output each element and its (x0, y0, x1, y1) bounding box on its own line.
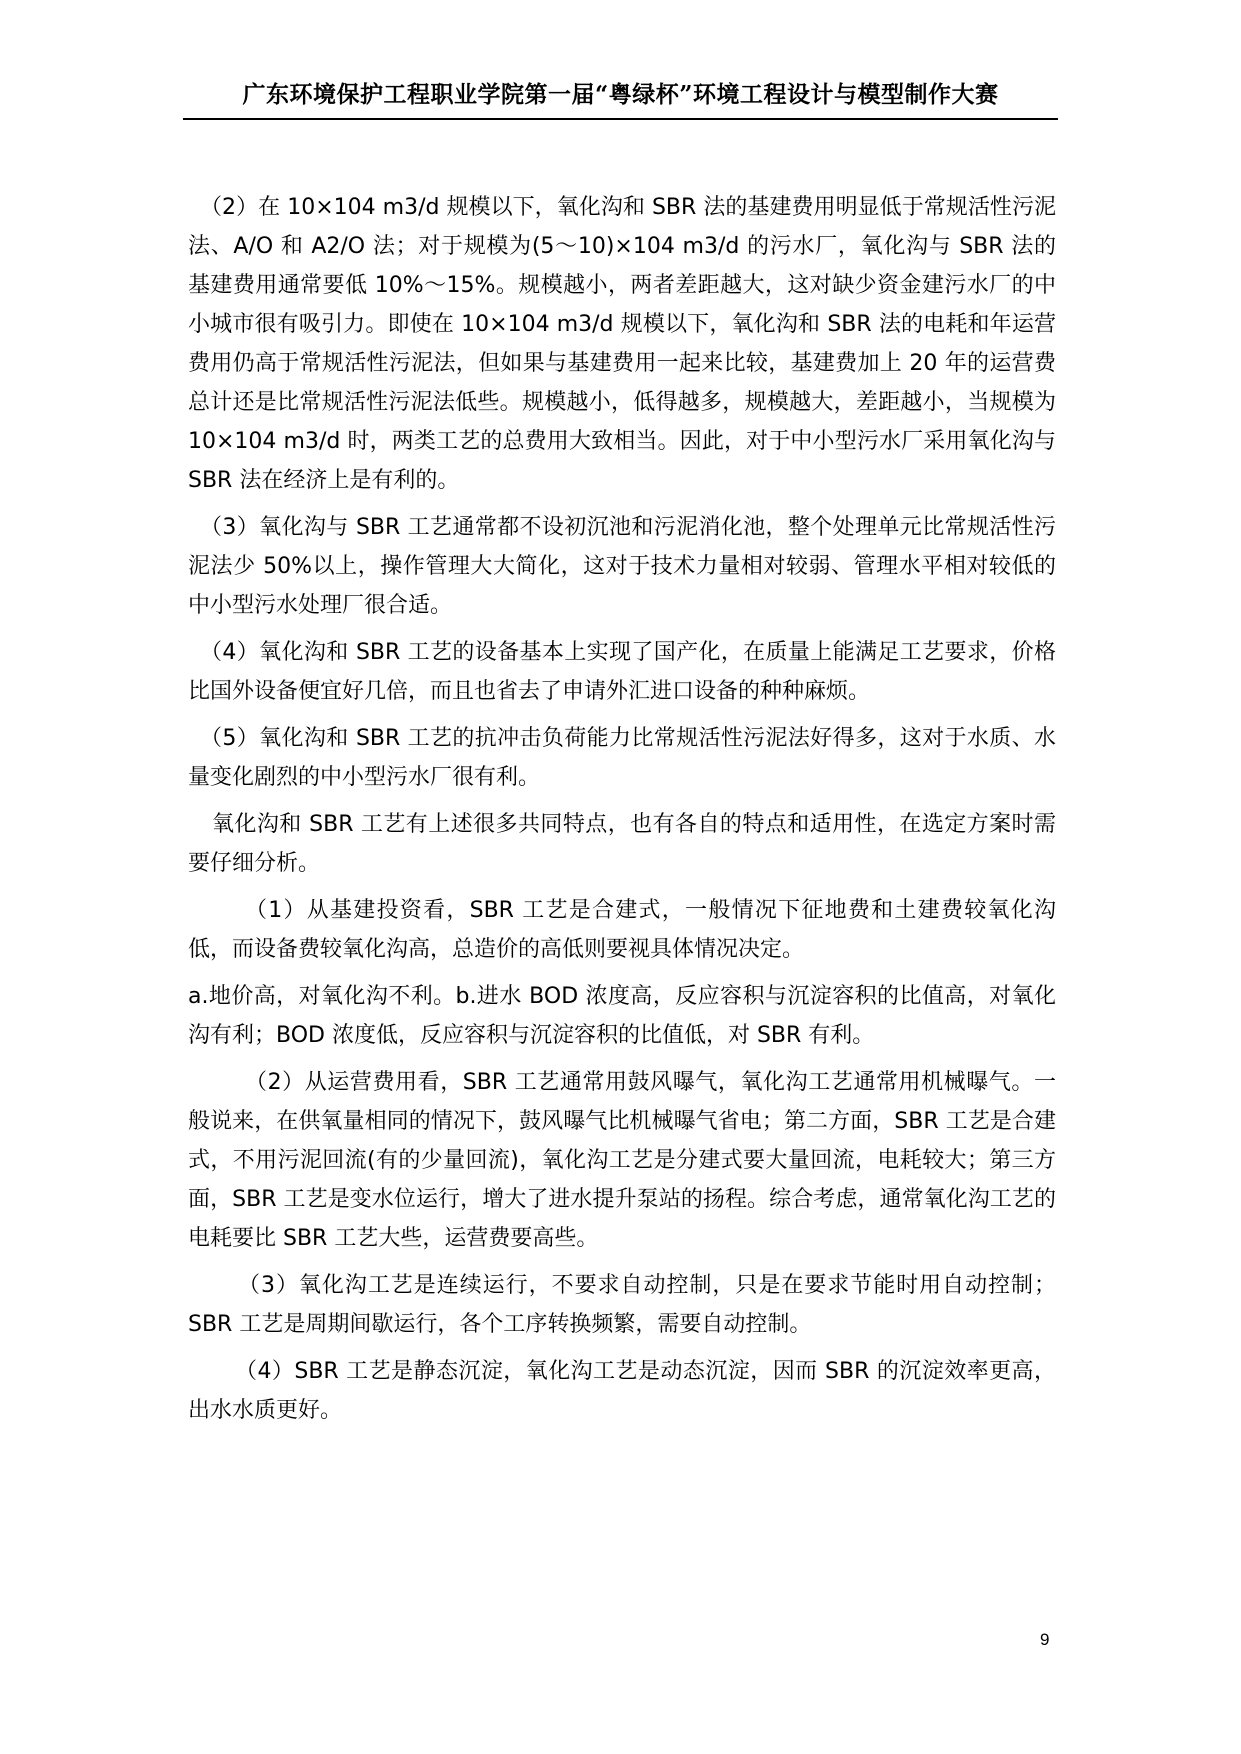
paragraph-operating-cost: （2）从运营费用看，SBR 工艺通常用鼓风曝气，氧化沟工艺通常用机械曝气。一般说来，在供氧量相同的情况下，鼓风曝气比机械曝气省电；第二方面，SBR 工艺是合建式，不用污泥回流(有的少量回流)，氧化沟工艺是分建式要大量回流，电耗较大；第三方面，SBR 工艺是变水位运行，增大了进水提升泵站的扬程。综合考虑，通常氧化沟工艺的电耗要比 SBR 工艺大些，运营费要高些。 (188, 1070, 1056, 1251)
paragraph-cost-comparison: （2）在 10×104 m3/d 规模以下，氧化沟和 SBR 法的基建费用明显低于常规活性污泥法、A/O 和 A2/O 法；对于规模为(5～10)×104 m3/d 的污水厂，氧化沟与 SBR 法的基建费用通常要低 10%～15%。规模越小，两者差距越大，这对缺少资金建污水厂的中小城市很有吸引力。即使在 10×104 m3/d 规模以下，氧化沟和 SBR 法的电耗和年运营费用仍高于常规活性污泥法，但如果与基建费用一起来比较，基建费加上 20 年的运营费总计还是比常规活性污泥法低些。规模越小，低得越多，规模越大，差距越小，当规模为 10×104 m3/d 时，两类工艺的总费用大致相当。因此，对于中小型污水厂采用氧化沟与 SBR 法在经济上是有利的。 (188, 195, 1056, 493)
paragraph-sedimentation: （4）SBR 工艺是静态沉淀，氧化沟工艺是动态沉淀，因而 SBR 的沉淀效率更高，出水水质更好。 (188, 1359, 1056, 1423)
paragraph-equipment-localization: （4）氧化沟和 SBR 工艺的设备基本上实现了国产化，在质量上能满足工艺要求，价格比国外设备便宜好几倍，而且也省去了申请外汇进口设备的种种麻烦。 (188, 640, 1056, 704)
running-header: 广东环境保护工程职业学院第一届“粤绿杯”环境工程设计与模型制作大赛 (183, 80, 1058, 120)
paragraph-land-bod: a.地价高，对氧化沟不利。b.进水 BOD 浓度高，反应容积与沉淀容积的比值高，对氧化沟有利；BOD 浓度低，反应容积与沉淀容积的比值低，对 SBR 有利。 (188, 984, 1056, 1048)
page-number: 9 (1040, 1630, 1050, 1649)
paragraph-control: （3）氧化沟工艺是连续运行，不要求自动控制，只是在要求节能时用自动控制；SBR 工艺是周期间歇运行，各个工序转换频繁，需要自动控制。 (188, 1273, 1056, 1337)
paragraph-selection-intro: 氧化沟和 SBR 工艺有上述很多共同特点，也有各自的特点和适用性，在选定方案时需要仔细分析。 (188, 812, 1056, 876)
paragraph-shock-load: （5）氧化沟和 SBR 工艺的抗冲击负荷能力比常规活性污泥法好得多，这对于水质、水量变化剧烈的中小型污水厂很有利。 (188, 726, 1056, 790)
paragraph-simplified-units: （3）氧化沟与 SBR 工艺通常都不设初沉池和污泥消化池，整个处理单元比常规活性污泥法少 50%以上，操作管理大大简化，这对于技术力量相对较弱、管理水平相对较低的中小型污水处理厂很合适。 (188, 515, 1056, 618)
document-body (188, 188, 1056, 1438)
paragraph-investment: （1）从基建投资看，SBR 工艺是合建式，一般情况下征地费和土建费较氧化沟低，而设备费较氧化沟高，总造价的高低则要视具体情况决定。 (188, 898, 1056, 962)
